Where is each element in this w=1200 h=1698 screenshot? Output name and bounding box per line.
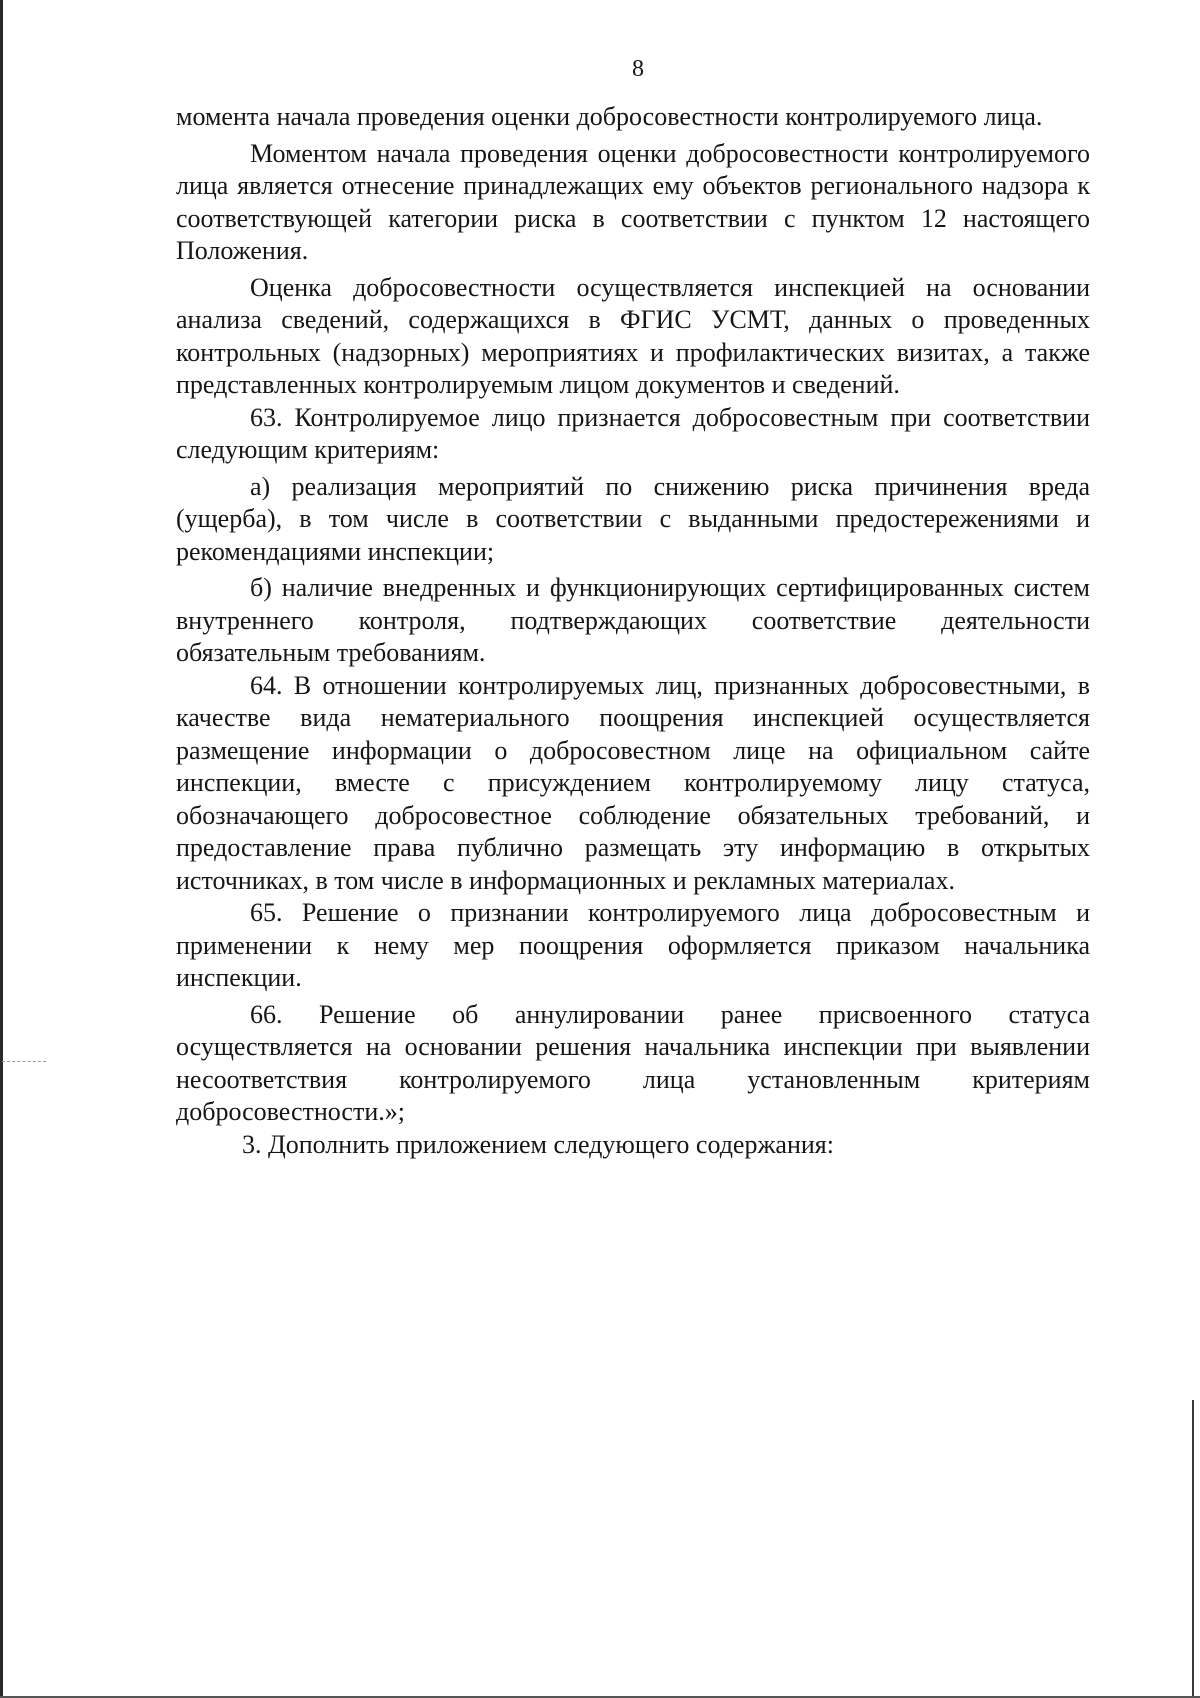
margin-mark: [2, 1061, 46, 1062]
paragraph-63: 63. Контролируемое лицо признается добросовестным при соответствии следующим критериям:: [176, 402, 1090, 464]
scan-right-edge: [1192, 1400, 1194, 1698]
paragraph-65: 65. Решение о признании контролируемого лица добросовестным и применении к нему мер поощрения оформляется приказом начальника инспекции.: [176, 898, 1090, 992]
paragraph-assessment: Оценка добросовестности осуществляется инспекцией на основании анализа сведений, содержащихся в ФГИС УСМТ, данных о проведенных контрольных (надзорных) мероприятиях и профилактических визитах, а также представленных контролируемым лицом документов и сведений.: [176, 272, 1090, 399]
criterion-b: б) наличие внедренных и функционирующих сертифицированных систем внутреннего контроля, подтверждающих соответствие деятельности обязательным требованиям.: [176, 573, 1090, 667]
scan-left-edge: [0, 0, 3, 1698]
paragraph-appendix: 3. Дополнить приложением следующего содержания:: [242, 1129, 834, 1159]
paragraph-66: 66. Решение об аннулировании ранее присвоенного статуса осуществляется на основании решения начальника инспекции при выявлении несоответствия контролируемого лица установленным критериям добросовестности.»;: [176, 999, 1090, 1126]
page-number: 8: [632, 56, 644, 82]
paragraph-moment: Моментом начала проведения оценки добросовестности контролируемого лица является отнесение принадлежащих ему объектов регионального надзора к соответствующей категории риска в соответствии с пунктом 12 настоящего Положения.: [176, 138, 1090, 265]
document-body: [176, 101, 1090, 1161]
criterion-a: а) реализация мероприятий по снижению риска причинения вреда (ущерба), в том числе в соответствии с выданными предостережениями и рекомендациями инспекции;: [176, 471, 1090, 566]
paragraph-64: 64. В отношении контролируемых лиц, признанных добросовестными, в качестве вида нематериального поощрения инспекцией осуществляется размещение информации о добросовестном лице на официальном сайте инспекции, вместе с присуждением контролируемому лицу статуса, обозначающего добросовестное соблюдение обязательных требований, и предоставление права публично размещать эту информацию в открытых источниках, в том числе в информационных и рекламных материалах.: [176, 670, 1090, 895]
paragraph-continuation: момента начала проведения оценки добросовестности контролируемого лица.: [176, 102, 1043, 131]
